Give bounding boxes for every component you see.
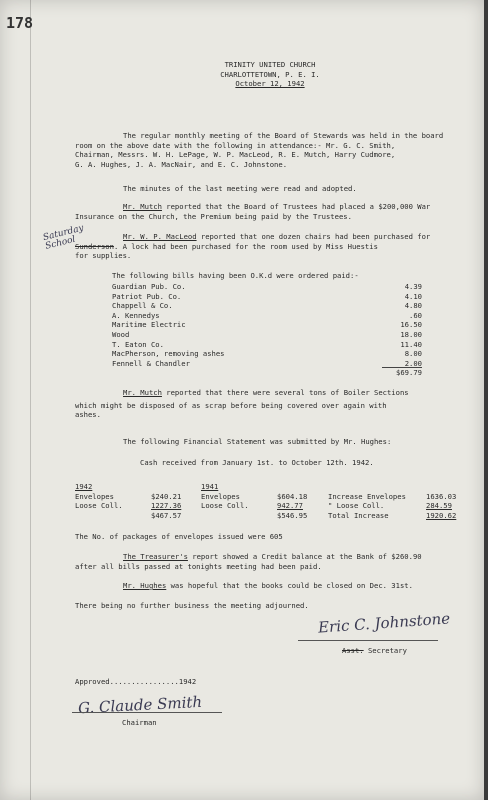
- text-line: The regular monthly meeting of the Board of Stewards was held in the board: [123, 131, 444, 140]
- bill-row: [112, 311, 422, 321]
- bill-row: [112, 359, 422, 369]
- fin-label: Increase Envelopes: [328, 491, 406, 501]
- adjournment: There being no further business the meeting adjourned.: [75, 601, 309, 610]
- approved-line: Approved................1942: [75, 677, 197, 686]
- bill-amount: .60: [409, 310, 422, 320]
- fin-total: $467.57: [151, 510, 182, 520]
- bills-intro: The following bills having been O.K.d were ordered paid:-: [112, 271, 359, 280]
- text-line: reported that one dozen chairs had been purchased for: [200, 232, 431, 241]
- chairs-paragraph: [75, 232, 430, 261]
- fin-value: 1920.62: [426, 510, 457, 520]
- secretary-signature: Eric C. Johnstone: [317, 609, 451, 637]
- approved-year: 1942: [178, 677, 197, 686]
- speaker-name: The Treasurer's: [123, 552, 188, 561]
- insurance-paragraph: [75, 202, 430, 221]
- bill-row: [112, 349, 422, 359]
- bill-amount: 4.10: [404, 291, 422, 301]
- fin-year: 1941: [201, 482, 219, 491]
- text-line: ashes.: [75, 410, 101, 420]
- bill-payee: MacPherson, removing ashes: [112, 349, 225, 359]
- cash-received-line: Cash received from January 1st. to October 12th. 1942.: [140, 458, 374, 467]
- bill-payee: Maritime Electric: [112, 320, 186, 330]
- fin-label: Loose Coll.: [75, 501, 123, 511]
- text-line: . A lock had been purchased for the room used by Miss Huestis: [113, 241, 378, 251]
- bills-total: $69.79: [382, 367, 422, 378]
- bill-amount: 18.00: [400, 329, 422, 339]
- text-line: room on the above date with the following in attendance:- Mr. G. C. Smith,: [75, 140, 396, 150]
- fin-label: Envelopes: [201, 491, 240, 501]
- bill-payee: Guardian Pub. Co.: [112, 282, 186, 291]
- bill-amount: 8.00: [404, 349, 422, 359]
- text-line: G. A. Hughes, J. A. MacNair, and E. C. Johnstone.: [75, 159, 288, 169]
- text-line: Chairman, Messrs. W. H. LePage, W. P. MacLeod, R. E. Mutch, Harry Cudmore,: [75, 150, 396, 160]
- fin-value: 1636.03: [426, 491, 457, 501]
- bill-payee: Wood: [112, 329, 130, 339]
- signature-line: [298, 640, 438, 641]
- fin-total: $546.95: [277, 510, 308, 520]
- minutes-header: [150, 60, 390, 89]
- church-location: CHARLOTTETOWN, P. E. I.: [220, 69, 320, 79]
- signature-line: [72, 712, 222, 713]
- bill-amount: 2.00: [404, 358, 422, 368]
- speaker-name: Mr. W. P. MacLeod: [123, 232, 197, 241]
- fin-value: 942.77: [277, 501, 303, 511]
- bill-row: [112, 301, 422, 311]
- bills-list: [112, 282, 422, 368]
- page-number: 178: [6, 14, 34, 32]
- financial-statement: [75, 482, 465, 526]
- chairman-title: Chairman: [122, 718, 157, 727]
- treasurer-paragraph: [75, 552, 422, 571]
- fin-value: $604.18: [277, 491, 308, 501]
- fin-label: Total Increase: [328, 510, 389, 520]
- fin-label: Loose Coll.: [201, 501, 249, 511]
- secretary-title-block: [342, 646, 407, 656]
- bill-amount: 4.39: [404, 282, 422, 291]
- bill-payee: A. Kennedys: [112, 310, 160, 320]
- bill-payee: Fennell & Chandler: [112, 358, 190, 368]
- chairman-signature: G. Claude Smith: [77, 692, 203, 718]
- binding-margin-line: [30, 0, 31, 800]
- bill-amount: 4.80: [404, 301, 422, 311]
- hughes-paragraph: [123, 581, 413, 591]
- bill-payee: Patriot Pub. Co.: [112, 291, 182, 301]
- bill-amount: 11.40: [400, 339, 422, 349]
- struck-text: Asst.: [342, 646, 364, 655]
- bill-payee: T. Eaton Co.: [112, 339, 164, 349]
- attendance-paragraph: [75, 131, 443, 169]
- boiler-paragraph: [75, 388, 409, 420]
- text-line: reported that there were several tons of Boiler Sections: [166, 388, 409, 397]
- bill-row: [112, 292, 422, 302]
- struck-text: Sunderson: [75, 241, 114, 251]
- text-line: was hopeful that the books could be closed on Dec. 31st.: [170, 581, 413, 590]
- bill-row: [112, 340, 422, 350]
- church-name: TRINITY UNITED CHURCH: [224, 60, 316, 69]
- text-line: report showed a Credit balance at the Bank of $260.90: [192, 552, 422, 561]
- fin-label: " Loose Coll.: [328, 501, 385, 511]
- text-line: Insurance on the Church, the Premium being paid by the Trustees.: [75, 211, 352, 221]
- minutes-adopted: The minutes of the last meeting were read and adopted.: [123, 184, 357, 193]
- bill-row: [112, 330, 422, 340]
- bill-payee: Chappell & Co.: [112, 301, 173, 311]
- fin-year: 1942: [75, 482, 93, 491]
- fin-value: 1227.36: [151, 501, 182, 511]
- fin-label: Envelopes: [75, 491, 114, 501]
- speaker-name: Mr. Hughes: [123, 581, 167, 590]
- fin-value: 284.59: [426, 501, 452, 511]
- bill-row: [112, 282, 422, 292]
- speaker-name: Mr. Mutch: [123, 202, 162, 211]
- approved-label: Approved: [75, 677, 110, 686]
- text-line: for supplies.: [75, 251, 132, 261]
- secretary-title: Secretary: [367, 646, 407, 655]
- fin-column-1941: [201, 482, 307, 520]
- fin-column-increase: [328, 492, 456, 521]
- fin-column-1942: [75, 482, 181, 520]
- text-line: which might be disposed of as scrap before being covered over again with: [75, 400, 387, 410]
- envelopes-issued: The No. of packages of envelopes issued were 605: [75, 532, 283, 541]
- bill-row: [112, 320, 422, 330]
- meeting-date: October 12, 1942: [235, 79, 305, 89]
- margin-annotation: Saturday School: [42, 223, 85, 252]
- bill-amount: 16.50: [400, 320, 422, 330]
- financial-intro: The following Financial Statement was submitted by Mr. Hughes:: [123, 437, 392, 446]
- text-line: after all bills passed at tonights meeting had been paid.: [75, 561, 322, 571]
- text-line: reported that the Board of Trustees had placed a $200,000 War: [166, 202, 431, 211]
- speaker-name: Mr. Mutch: [123, 388, 162, 397]
- fin-value: $240.21: [151, 491, 182, 501]
